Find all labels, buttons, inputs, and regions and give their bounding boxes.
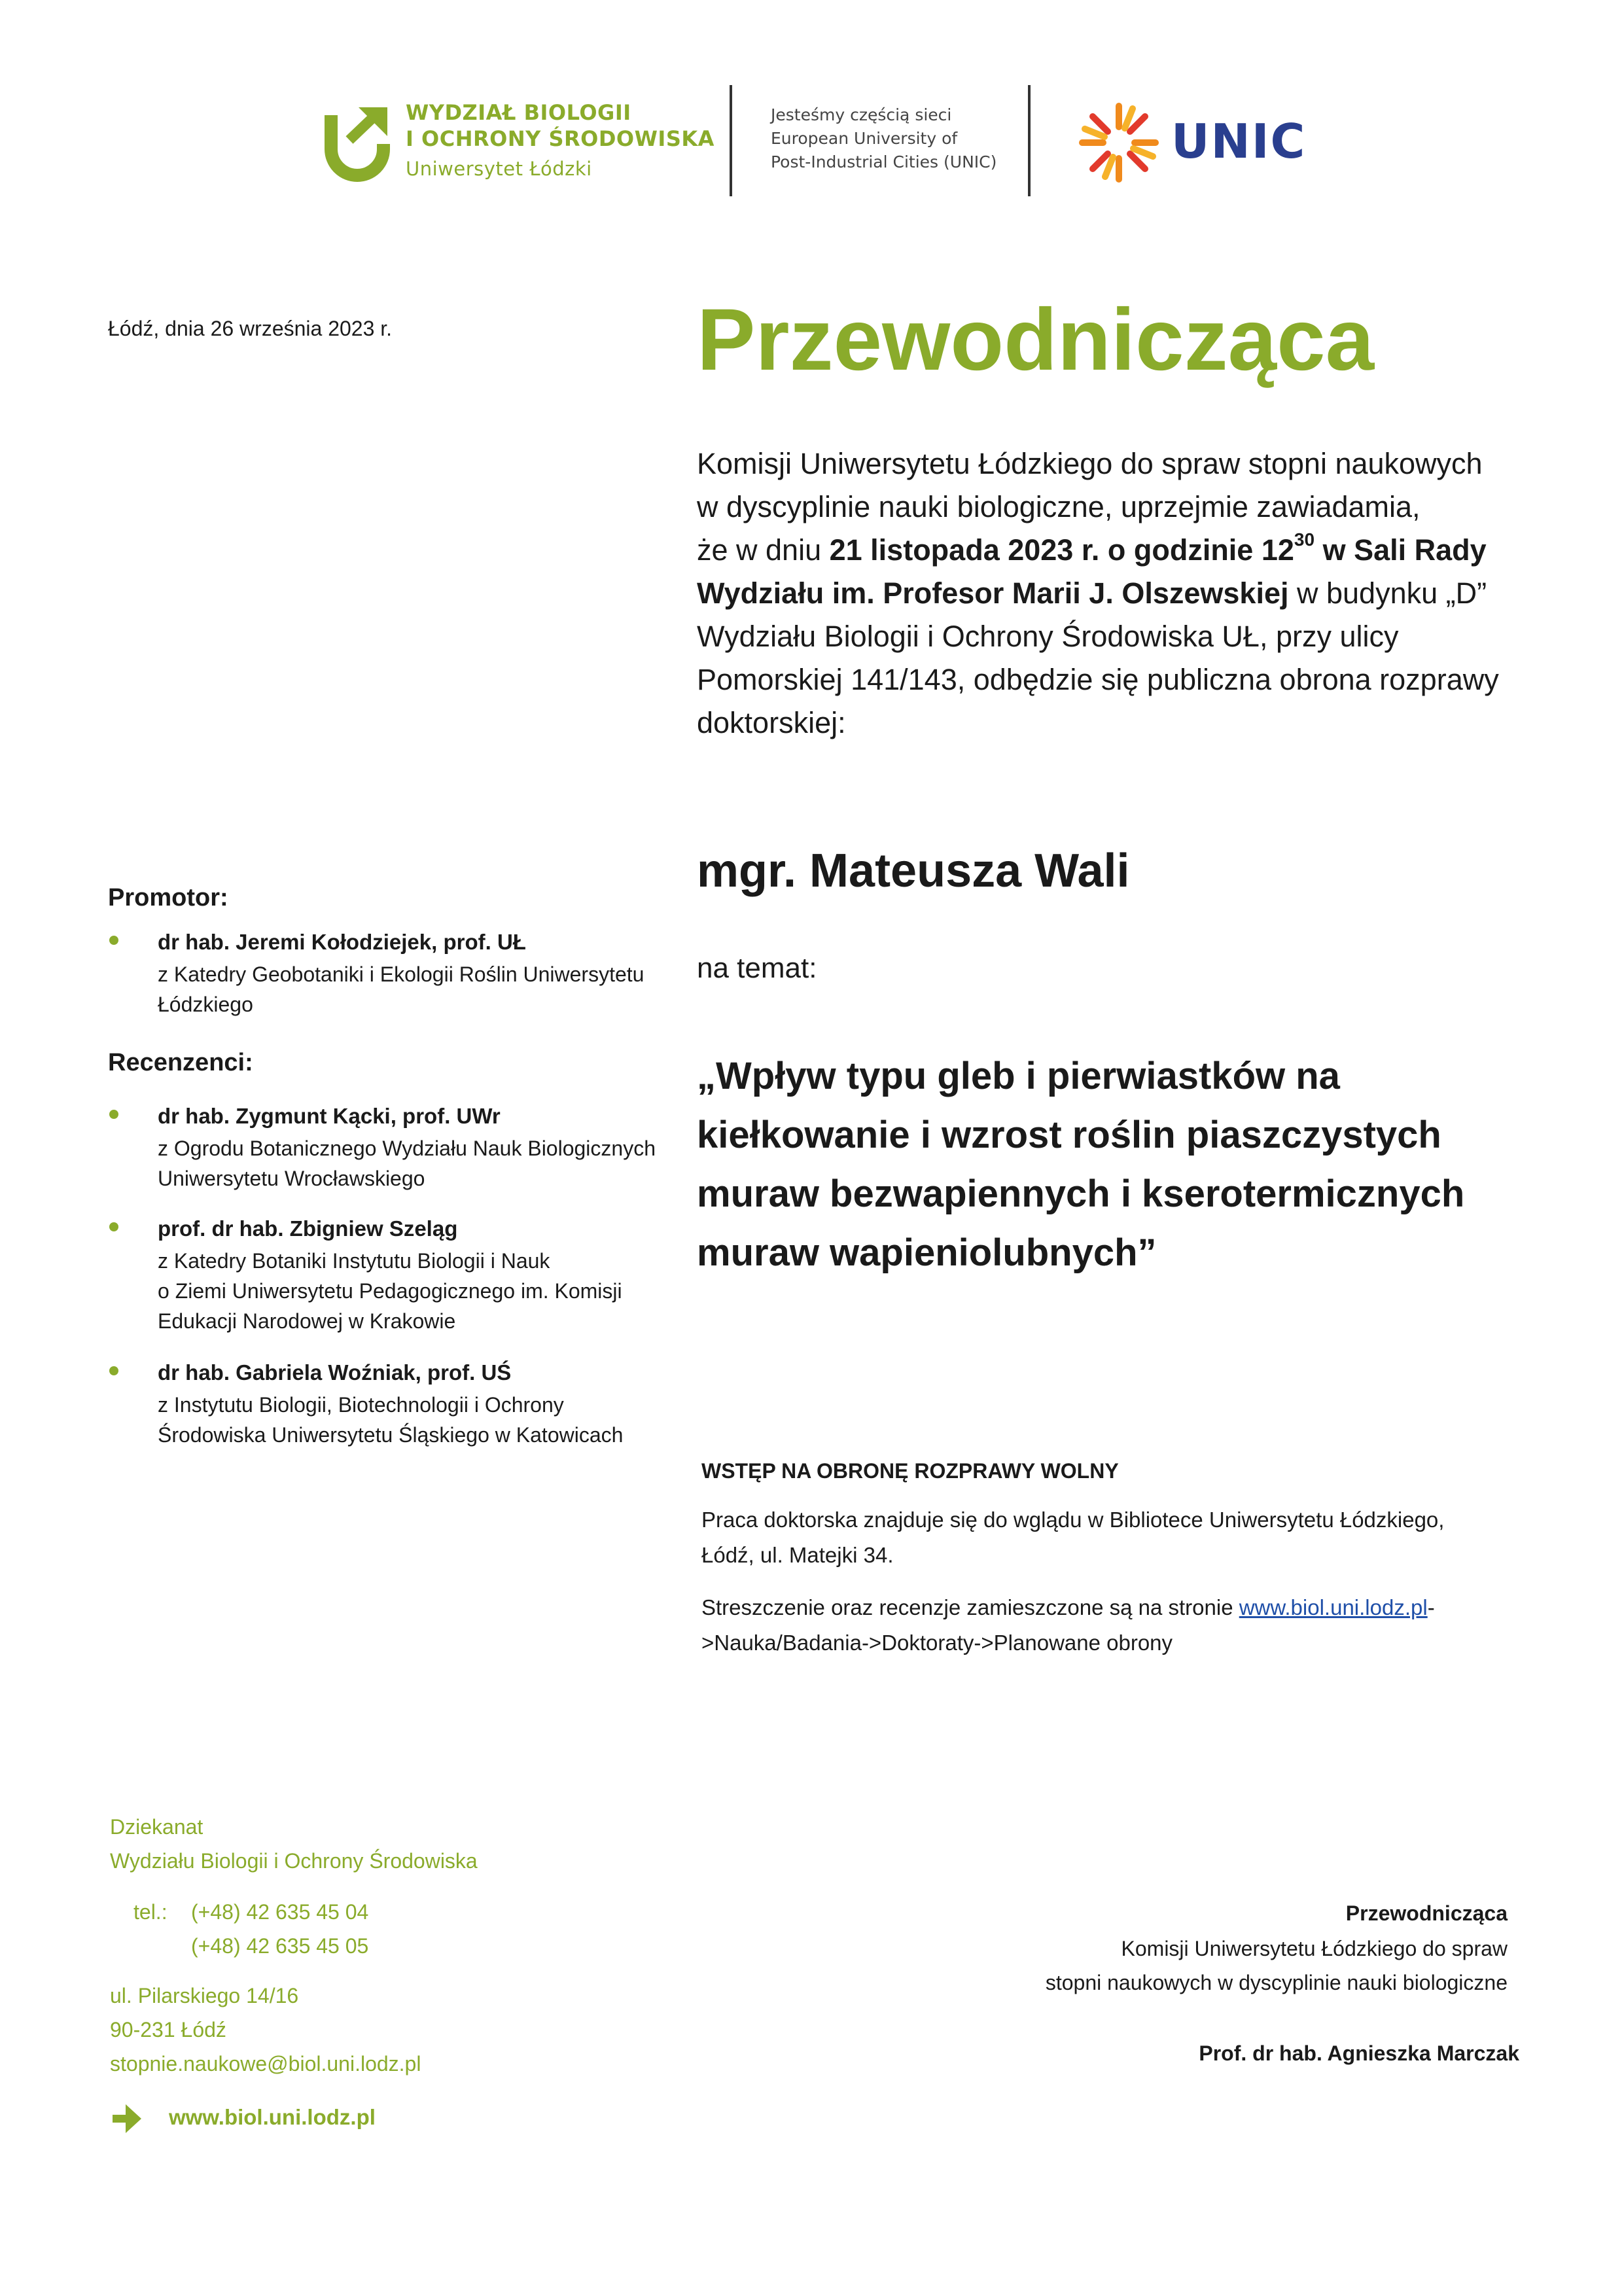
defense-date: 21 listopada 2023 r. o godzinie $12^{30}$ w Sali Rady [829, 529, 1487, 567]
phone-number: (+48) 42 635 45 04 [191, 1900, 369, 1924]
email-address[interactable]: stopnie.naukowe@biol.uni.lodz.pl [110, 2052, 421, 2075]
unic-note-line-2: European University of [771, 129, 958, 148]
person-name: dr hab. Jeremi Kołodziejek, prof. UŁ [158, 930, 526, 954]
defense-room: Wydziału im. Profesor Marii J. Olszewskiej [697, 576, 1289, 610]
faculty-name-line-1: WYDZIAŁ BIOLOGII [406, 100, 631, 125]
university-name: Uniwersytet Łódzki [406, 158, 592, 180]
website-link[interactable]: www.biol.uni.lodz.pl [1239, 1595, 1428, 1619]
faculty-name-line-2: I OCHRONY ŚRODOWISKA [406, 126, 715, 151]
person-affiliation: z Katedry Botaniki Instytutu Biologii i Nauk o Ziemi Uniwersytetu Pedagogicznego im. Komisji Edukacji Narodowej w Krakowie [158, 1249, 622, 1333]
candidate-name: mgr. Mateusza Wali [697, 845, 1130, 897]
entry-notice: WSTĘP NA OBRONĘ ROZPRAWY WOLNY [701, 1459, 1119, 1483]
reviewers-heading: Recenzenci: [108, 1049, 253, 1076]
address-street: ul. Pilarskiego 14/16 [110, 1984, 299, 2007]
dean-office-label: Dziekanat [110, 1815, 203, 1839]
address-city: 90-231 Łódź [110, 2018, 226, 2041]
dean-office-faculty: Wydziału Biologii i Ochrony Środowiska [110, 1849, 478, 1873]
place-date: Łódź, dnia 26 września 2023 r. [108, 317, 393, 340]
announcement-text [697, 442, 1547, 745]
thesis-title-line: kiełkowanie i wzrost roślin piaszczystych [697, 1114, 1441, 1156]
announcement-line: że w dniu 21 listopada 2023 r. o godzinie $12^{30}$ w Sali Rady [697, 529, 1487, 567]
page-title: Przewodnicząca [697, 291, 1375, 389]
library-note: Praca doktorska znajduje się do wglądu w Bibliotece Uniwersytetu Łódzkiego, Łódź, ul. Matejki 34. [701, 1508, 1445, 1567]
signature-line: stopni naukowych w dyscyplinie nauki biologiczne [1045, 1971, 1508, 1994]
announcement-line: Wydziału im. Profesor Marii J. Olszewskiej w budynku „D” [697, 576, 1487, 610]
bullet-icon [109, 936, 118, 945]
thesis-title [697, 1047, 1574, 1282]
phone-number: (+48) 42 635 45 05 [191, 1934, 369, 1958]
header-divider [1028, 85, 1031, 196]
thesis-title-line: muraw wapieniolubnych” [697, 1231, 1157, 1274]
unic-star-icon [1078, 102, 1159, 183]
person-name: dr hab. Zygmunt Kącki, prof. UWr [158, 1104, 501, 1128]
bullet-icon [109, 1366, 118, 1375]
announcement-line: Komisji Uniwersytetu Łódzkiego do spraw stopni naukowych [697, 447, 1483, 480]
announcement-line: Wydziału Biologii i Ochrony Środowiska UŁ, przy ulicy [697, 620, 1399, 653]
reviewer-item [108, 1099, 697, 1193]
announcement-line: Pomorskiej 141/143, odbędzie się publiczna obrona rozprawy [697, 663, 1499, 696]
thesis-title-line: muraw bezwapiennych i kserotermicznych [697, 1173, 1465, 1215]
person-affiliation: z Katedry Geobotaniki i Ekologii Roślin Uniwersytetu Łódzkiego [158, 963, 644, 1016]
announcement-line: doktorskiej: [697, 706, 846, 739]
promotor-heading: Promotor: [108, 884, 228, 911]
unic-wordmark: UNIC [1171, 114, 1307, 169]
bullet-icon [109, 1110, 118, 1119]
promotor-item [108, 925, 697, 1019]
topic-label: na temat: [697, 952, 817, 984]
signatory-name: Prof. dr hab. Agnieszka Marczak [1199, 2041, 1519, 2065]
person-affiliation: z Ogrodu Botanicznego Wydziału Nauk Biologicznych Uniwersytetu Wrocławskiego [158, 1137, 656, 1190]
footer-website-link[interactable]: www.biol.uni.lodz.pl [169, 2105, 376, 2129]
unic-note-line-1: Jesteśmy częścią sieci [771, 105, 952, 124]
reviewer-item [108, 1356, 697, 1450]
reviewer-item [108, 1212, 697, 1336]
summary-note: Streszczenie oraz recenzje zamieszczone są na stronie www.biol.uni.lodz.pl- >Nauka/Badania->Doktoraty->Planowane obrony [701, 1595, 1435, 1655]
thesis-title-line: „Wpływ typu gleb i pierwiastków na [697, 1055, 1340, 1097]
signature-line: Komisji Uniwersytetu Łódzkiego do spraw [1121, 1937, 1508, 1960]
phone-label: tel.: [133, 1900, 168, 1924]
bullet-icon [109, 1222, 118, 1231]
arrow-right-icon [110, 2100, 144, 2137]
announcement-line: w dyscyplinie nauki biologiczne, uprzejmie zawiadamia, [697, 490, 1421, 523]
unic-note-line-3: Post-Industrial Cities (UNIC) [771, 152, 997, 171]
person-affiliation: z Instytutu Biologii, Biotechnologii i Ochrony Środowiska Uniwersytetu Śląskiego w Katowicach [158, 1393, 624, 1447]
header-divider [730, 85, 732, 196]
signature-title: Przewodnicząca [1345, 1901, 1508, 1925]
faculty-logo-icon [322, 102, 393, 182]
person-name: dr hab. Gabriela Woźniak, prof. UŚ [158, 1360, 512, 1385]
person-name: prof. dr hab. Zbigniew Szeląg [158, 1216, 458, 1241]
